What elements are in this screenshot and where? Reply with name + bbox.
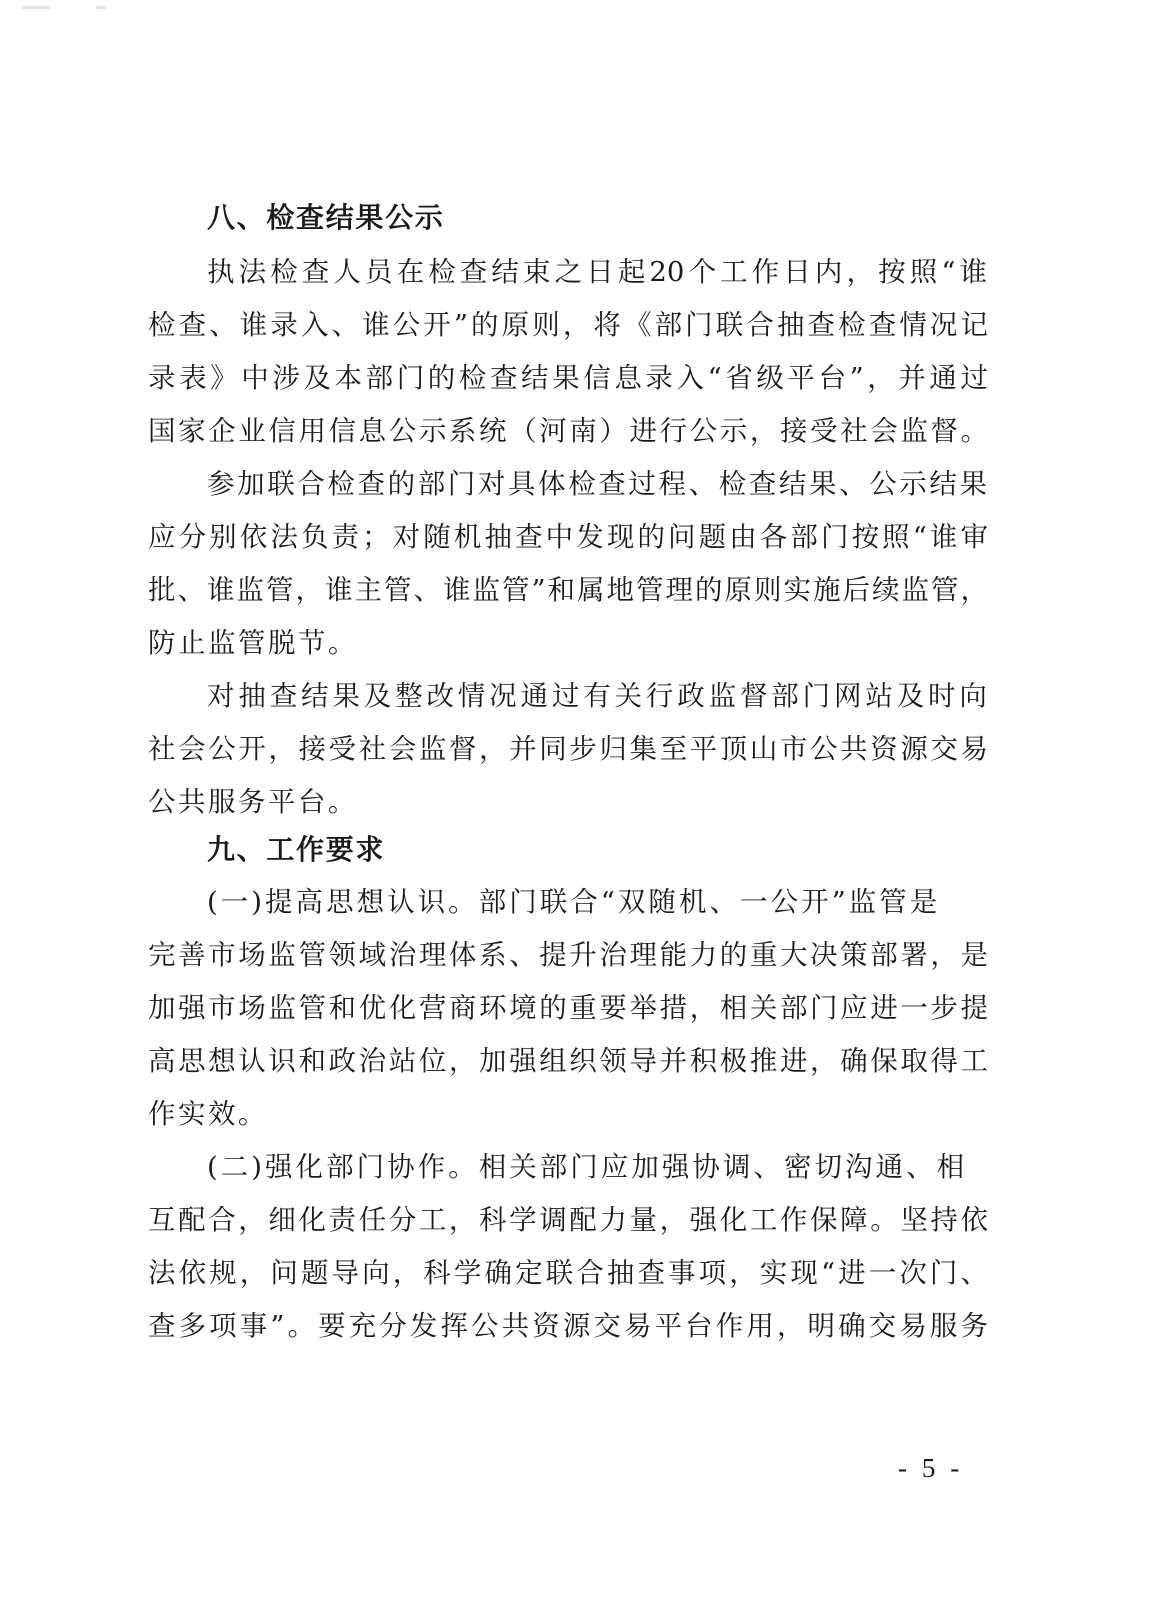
paragraph-line: 公共服务平台。 [148, 786, 358, 818]
paragraph-line: 防止监管脱节。 [148, 627, 358, 659]
paragraph-line: 检查、谁录入、谁公开”的原则，将《部门联合抽查检查情况记 [148, 309, 988, 341]
paragraph-line: 互配合，细化责任分工，科学调配力量，强化工作保障。坚持依 [148, 1204, 988, 1236]
paragraph-line: (二)强化部门协作。相关部门应加强协调、密切沟通、相 [207, 1151, 968, 1183]
paragraph-line: 高思想认识和政治站位，加强组织领导并积极推进，确保取得工 [148, 1045, 988, 1077]
scan-artifact [96, 6, 106, 9]
paragraph-line: 执法检查人员在检查结束之日起20个工作日内，按照“谁 [207, 256, 987, 288]
paragraph-line: (一)提高思想认识。部门联合“双随机、一公开”监管是 [207, 886, 941, 918]
section-heading: 九、工作要求 [207, 833, 386, 866]
paragraph-line: 法依规，问题导向，科学确定联合抽查事项，实现“进一次门、 [148, 1257, 988, 1289]
paragraph-line: 作实效。 [148, 1098, 268, 1130]
paragraph-line: 加强市场监管和优化营商环境的重要举措，相关部门应进一步提 [148, 992, 988, 1024]
paragraph-line: 应分别依法负责；对随机抽查中发现的问题由各部门按照“谁审 [148, 521, 988, 553]
section-heading: 八、检查结果公示 [207, 201, 445, 234]
page-number: - 5 - [898, 1453, 964, 1483]
paragraph-line: 社会公开，接受社会监督，并同步归集至平顶山市公共资源交易 [148, 733, 988, 765]
paragraph-line: 参加联合检查的部门对具体检查过程、检查结果、公示结果 [207, 468, 987, 500]
scan-artifact [22, 6, 50, 9]
paragraph-line: 查多项事”。要充分发挥公共资源交易平台作用，明确交易服务 [148, 1310, 988, 1342]
paragraph-line: 对抽查结果及整改情况通过有关行政监督部门网站及时向 [207, 680, 991, 712]
paragraph-line: 批、谁监管，谁主管、谁监管”和属地管理的原则实施后续监管， [148, 574, 988, 606]
paragraph-line: 录表》中涉及本部门的检查结果信息录入“省级平台”，并通过 [148, 362, 988, 394]
paragraph-line: 完善市场监管领域治理体系、提升治理能力的重大决策部署，是 [148, 939, 988, 971]
paragraph-line: 国家企业信用信息公示系统（河南）进行公示，接受社会监督。 [148, 415, 988, 447]
